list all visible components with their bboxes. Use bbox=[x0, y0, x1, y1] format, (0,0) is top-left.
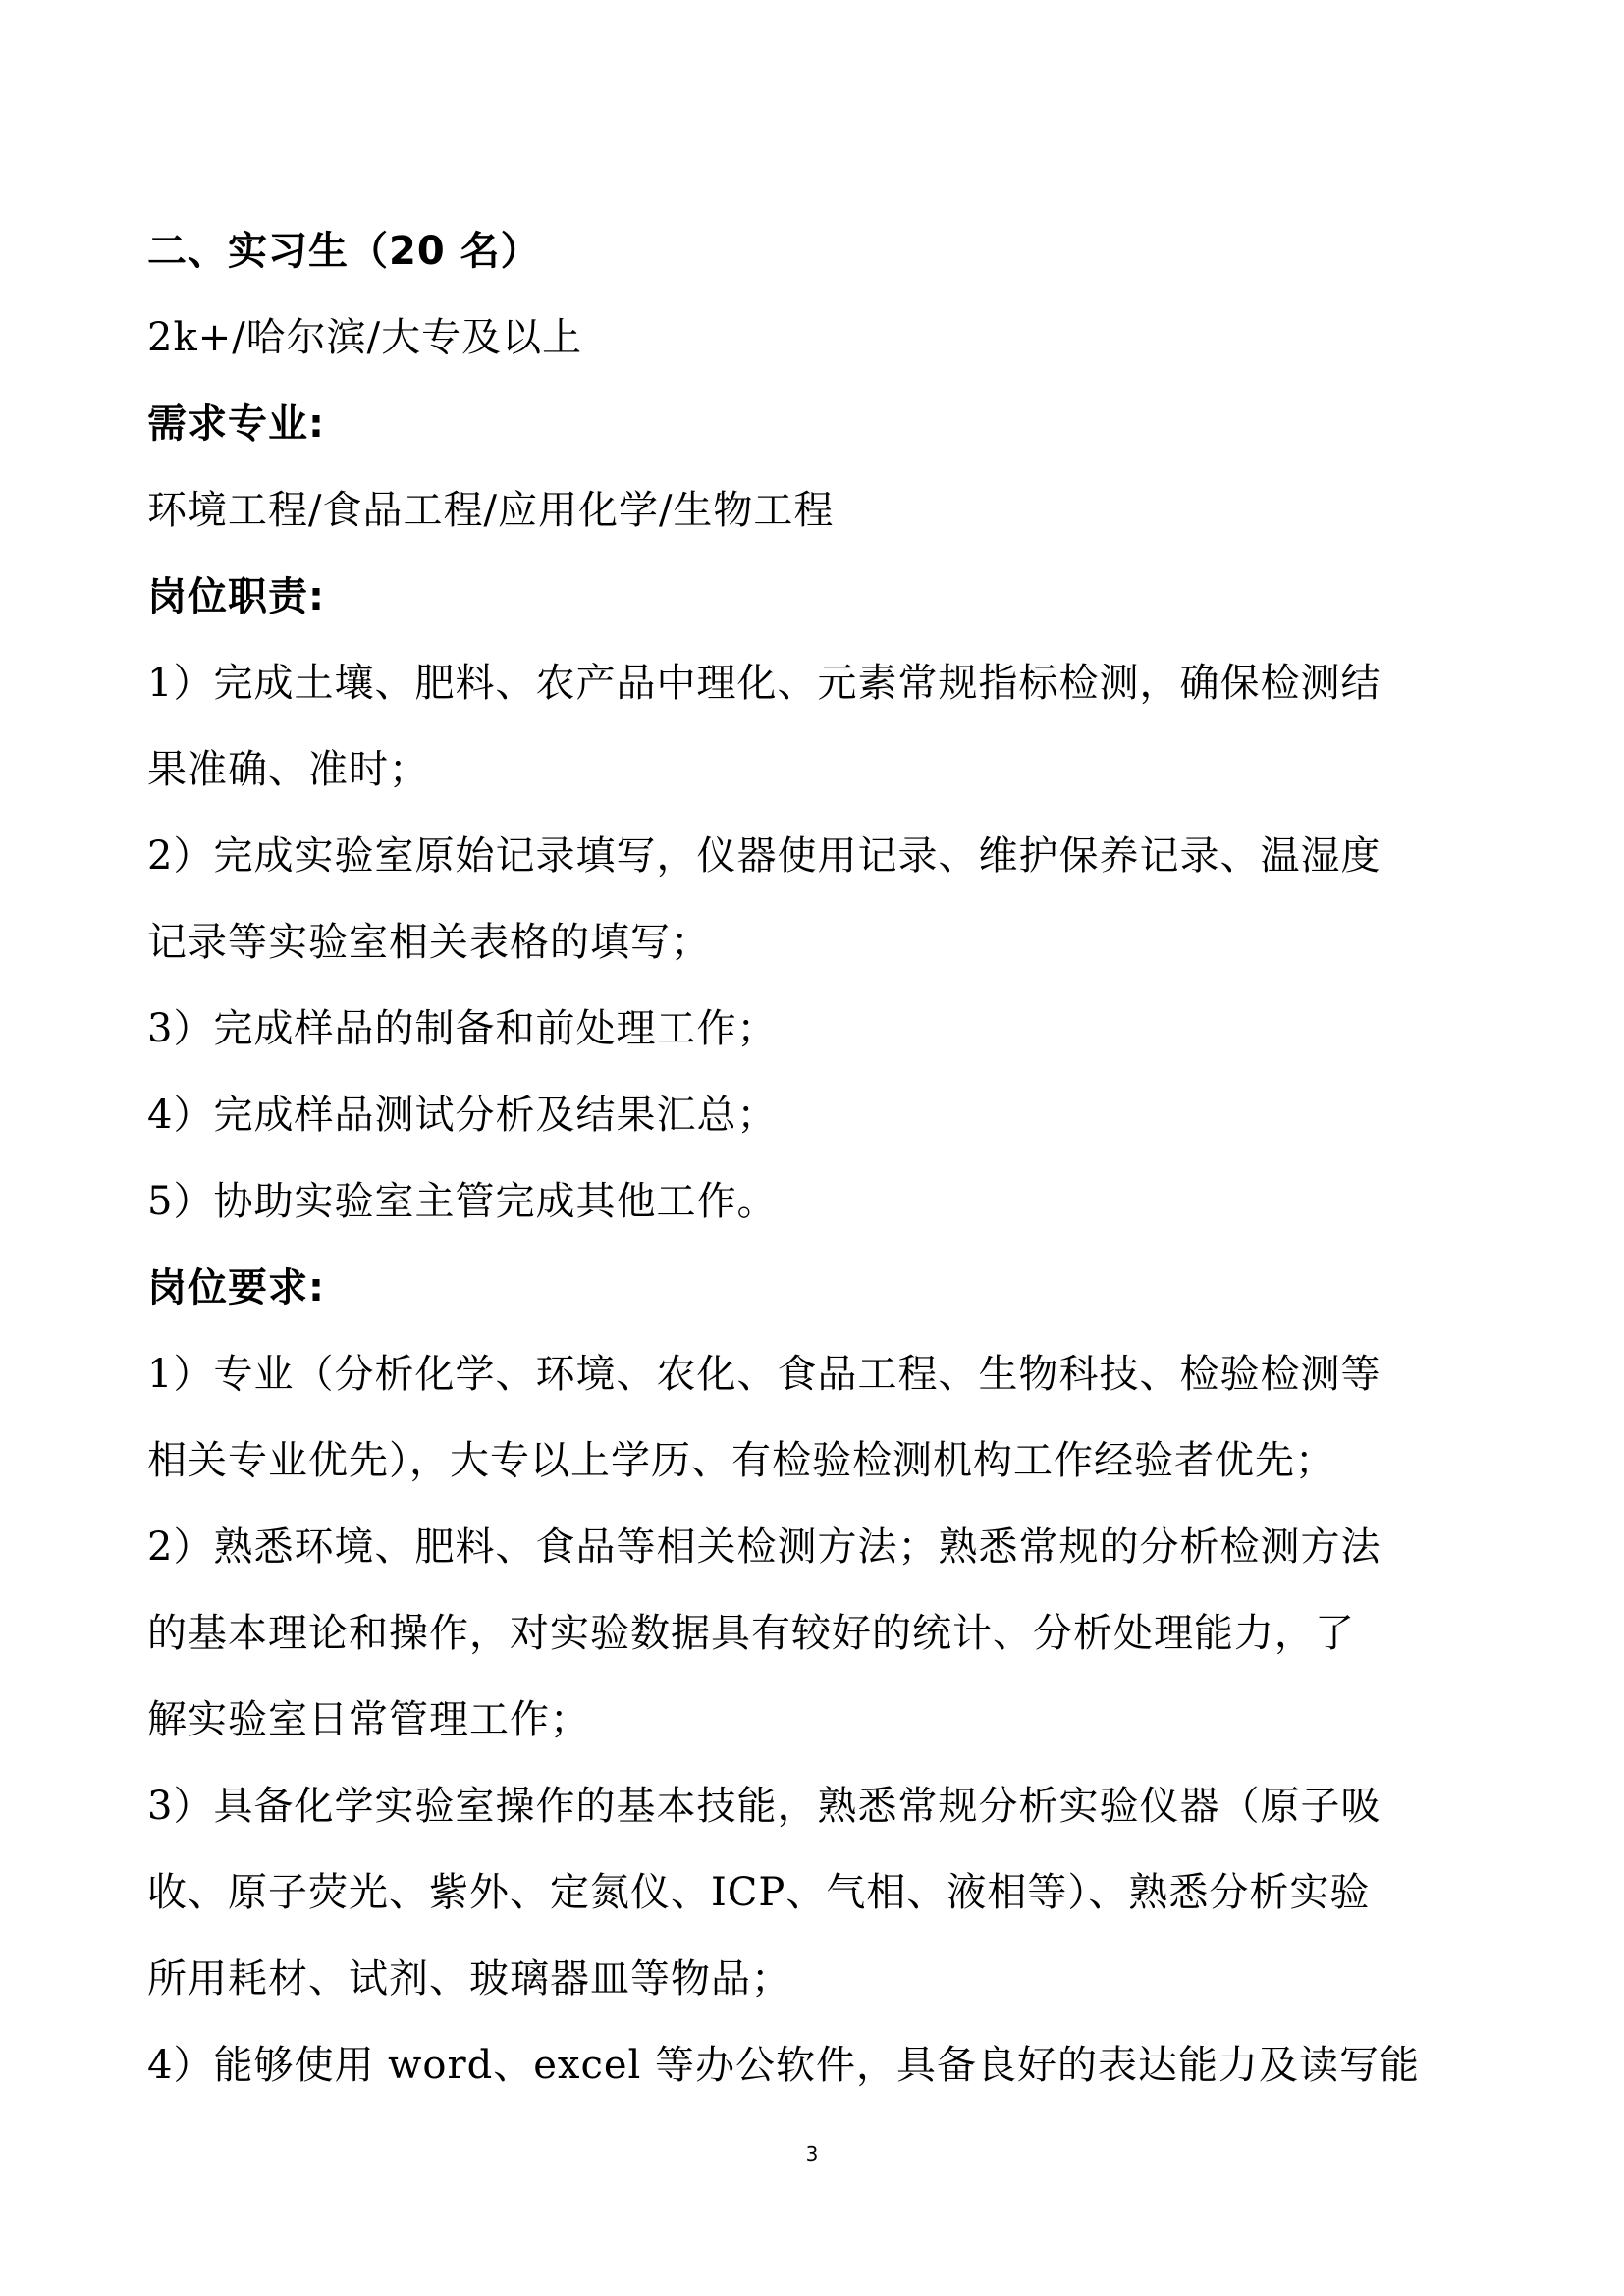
document-body bbox=[147, 208, 1492, 2109]
duties-line: 5）协助实验室主管完成其他工作。 bbox=[147, 1179, 778, 1224]
requirements-line: 收、原子荧光、紫外、定氮仪、ICP、气相、液相等）、熟悉分析实验 bbox=[147, 1870, 1371, 1915]
duties-line: 1）完成土壤、肥料、农产品中理化、元素常规指标检测，确保检测结 bbox=[147, 661, 1381, 706]
requirements-line: 的基本理论和操作，对实验数据具有较好的统计、分析处理能力，了 bbox=[147, 1611, 1355, 1656]
section-title: 二、实习生（20 名） bbox=[147, 229, 541, 274]
requirements-line: 2）熟悉环境、肥料、食品等相关检测方法；熟悉常规的分析检测方法 bbox=[147, 1524, 1381, 1570]
page-number: 3 bbox=[805, 2142, 819, 2165]
position-summary: 2k+/哈尔滨/大专及以上 bbox=[147, 315, 583, 360]
majors-heading: 需求专业: bbox=[147, 401, 325, 447]
requirements-line: 所用耗材、试剂、玻璃器皿等物品； bbox=[147, 1956, 791, 2002]
majors-list: 环境工程/食品工程/应用化学/生物工程 bbox=[147, 488, 835, 533]
requirements-line: 3）具备化学实验室操作的基本技能，熟悉常规分析实验仪器（原子吸 bbox=[147, 1784, 1381, 1829]
duties-line: 4）完成样品测试分析及结果汇总； bbox=[147, 1093, 778, 1138]
requirements-line: 相关专业优先），大专以上学历、有检验检测机构工作经验者优先； bbox=[147, 1438, 1335, 1483]
duties-line: 记录等实验室相关表格的填写； bbox=[147, 920, 711, 965]
duties-line: 2）完成实验室原始记录填写，仪器使用记录、维护保养记录、温湿度 bbox=[147, 833, 1381, 879]
duties-line: 3）完成样品的制备和前处理工作； bbox=[147, 1006, 778, 1051]
duties-heading: 岗位职责: bbox=[147, 574, 325, 619]
requirements-line: 1）专业（分析化学、环境、农化、食品工程、生物科技、检验检测等 bbox=[147, 1352, 1381, 1397]
requirements-heading: 岗位要求: bbox=[147, 1265, 325, 1310]
requirements-line: 4）能够使用 word、excel 等办公软件，具备良好的表达能力及读写能 bbox=[147, 2043, 1421, 2088]
requirements-line: 解实验室日常管理工作； bbox=[147, 1697, 590, 1742]
duties-line: 果准确、准时； bbox=[147, 747, 429, 792]
